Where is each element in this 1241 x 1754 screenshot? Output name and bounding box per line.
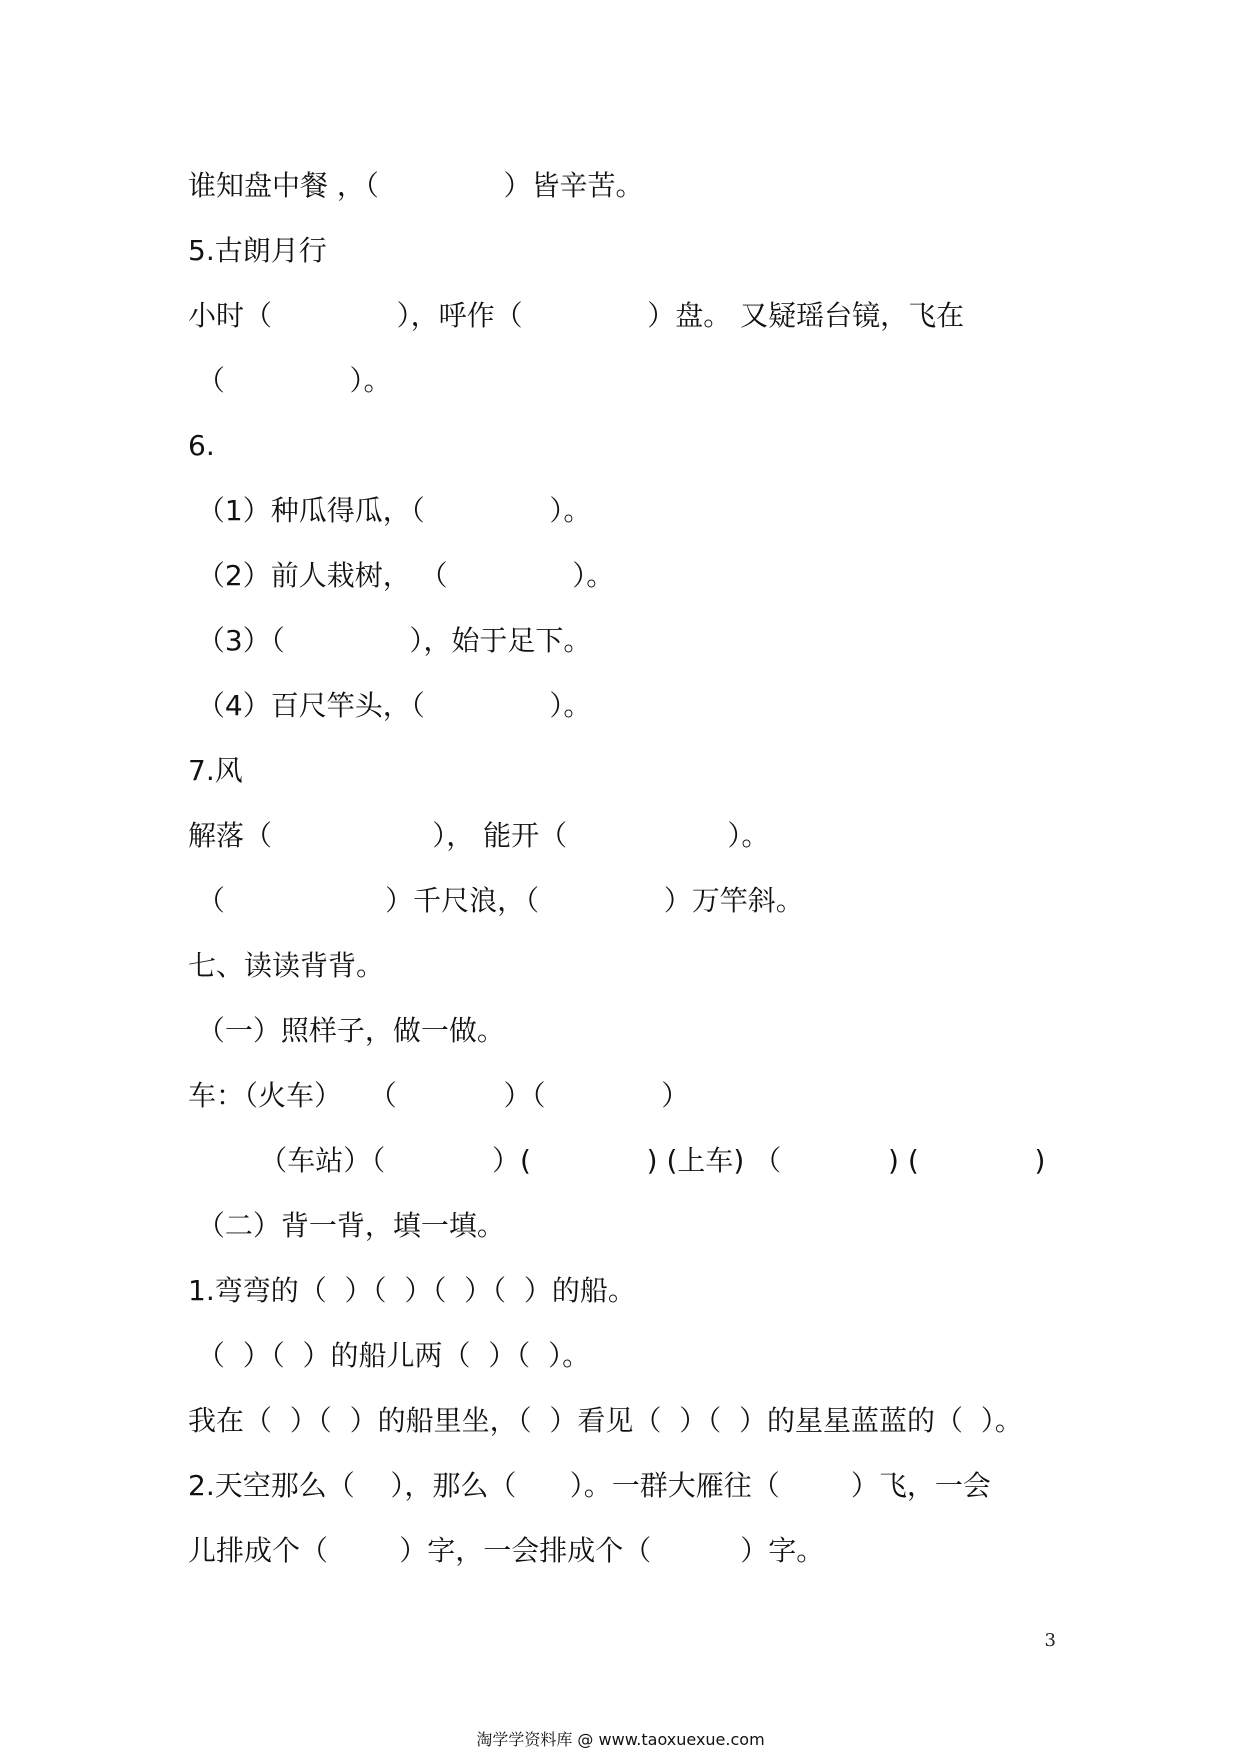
- text-line-1: 谁知盘中餐 ，（ ）皆辛苦。: [188, 169, 644, 202]
- text-line-12: （ ）千尺浪，（ ）万竿斜。: [188, 884, 804, 917]
- text-line-5: 6.: [188, 429, 215, 462]
- text-line-17: （二）背一背，填一填。: [188, 1209, 505, 1242]
- text-line-16: （车站）（ ）( ) (上车) （ ) ( ): [188, 1144, 1046, 1177]
- text-line-3: 小时（ ），呼作（ ）盘。 又疑瑶台镜，飞在: [188, 299, 965, 332]
- text-line-8: （3）（ ），始于足下。: [188, 624, 592, 657]
- text-line-2: 5.古朗月行: [188, 234, 327, 267]
- page-number: 3: [1044, 1630, 1056, 1651]
- text-line-6: （1）种瓜得瓜，（ ）。: [188, 494, 592, 527]
- text-line-19: （ ）（ ）的船儿两（ ）（ ）。: [188, 1339, 591, 1372]
- text-line-22: 儿排成个（ ）字，一会排成个（ ）字。: [188, 1534, 825, 1567]
- text-line-4: （ ）。: [188, 364, 392, 397]
- text-line-15: 车：（火车） （ ）（ ）: [188, 1079, 690, 1112]
- text-line-7: （2）前人栽树， （ ）。: [188, 559, 615, 592]
- text-line-13: 七、读读背背。: [188, 949, 385, 982]
- text-line-10: 7.风: [188, 754, 243, 787]
- text-line-21: 2.天空那么（ ），那么（ ）。一群大雁往（ ）飞，一会: [188, 1469, 991, 1502]
- text-line-11: 解落（ ）， 能开（ ）。: [188, 819, 770, 852]
- text-line-9: （4）百尺竿头，（ ）。: [188, 689, 592, 722]
- footer-watermark: 淘学学资料库 @ www.taoxuexue.com: [476, 1730, 765, 1749]
- text-line-20: 我在（ ）（ ）的船里坐，（ ）看见（ ）（ ）的星星蓝蓝的（ ）。: [188, 1404, 1023, 1437]
- text-line-18: 1.弯弯的（ ）（ ）（ ）（ ）的船。: [188, 1274, 636, 1307]
- text-line-14: （一）照样子，做一做。: [188, 1014, 505, 1047]
